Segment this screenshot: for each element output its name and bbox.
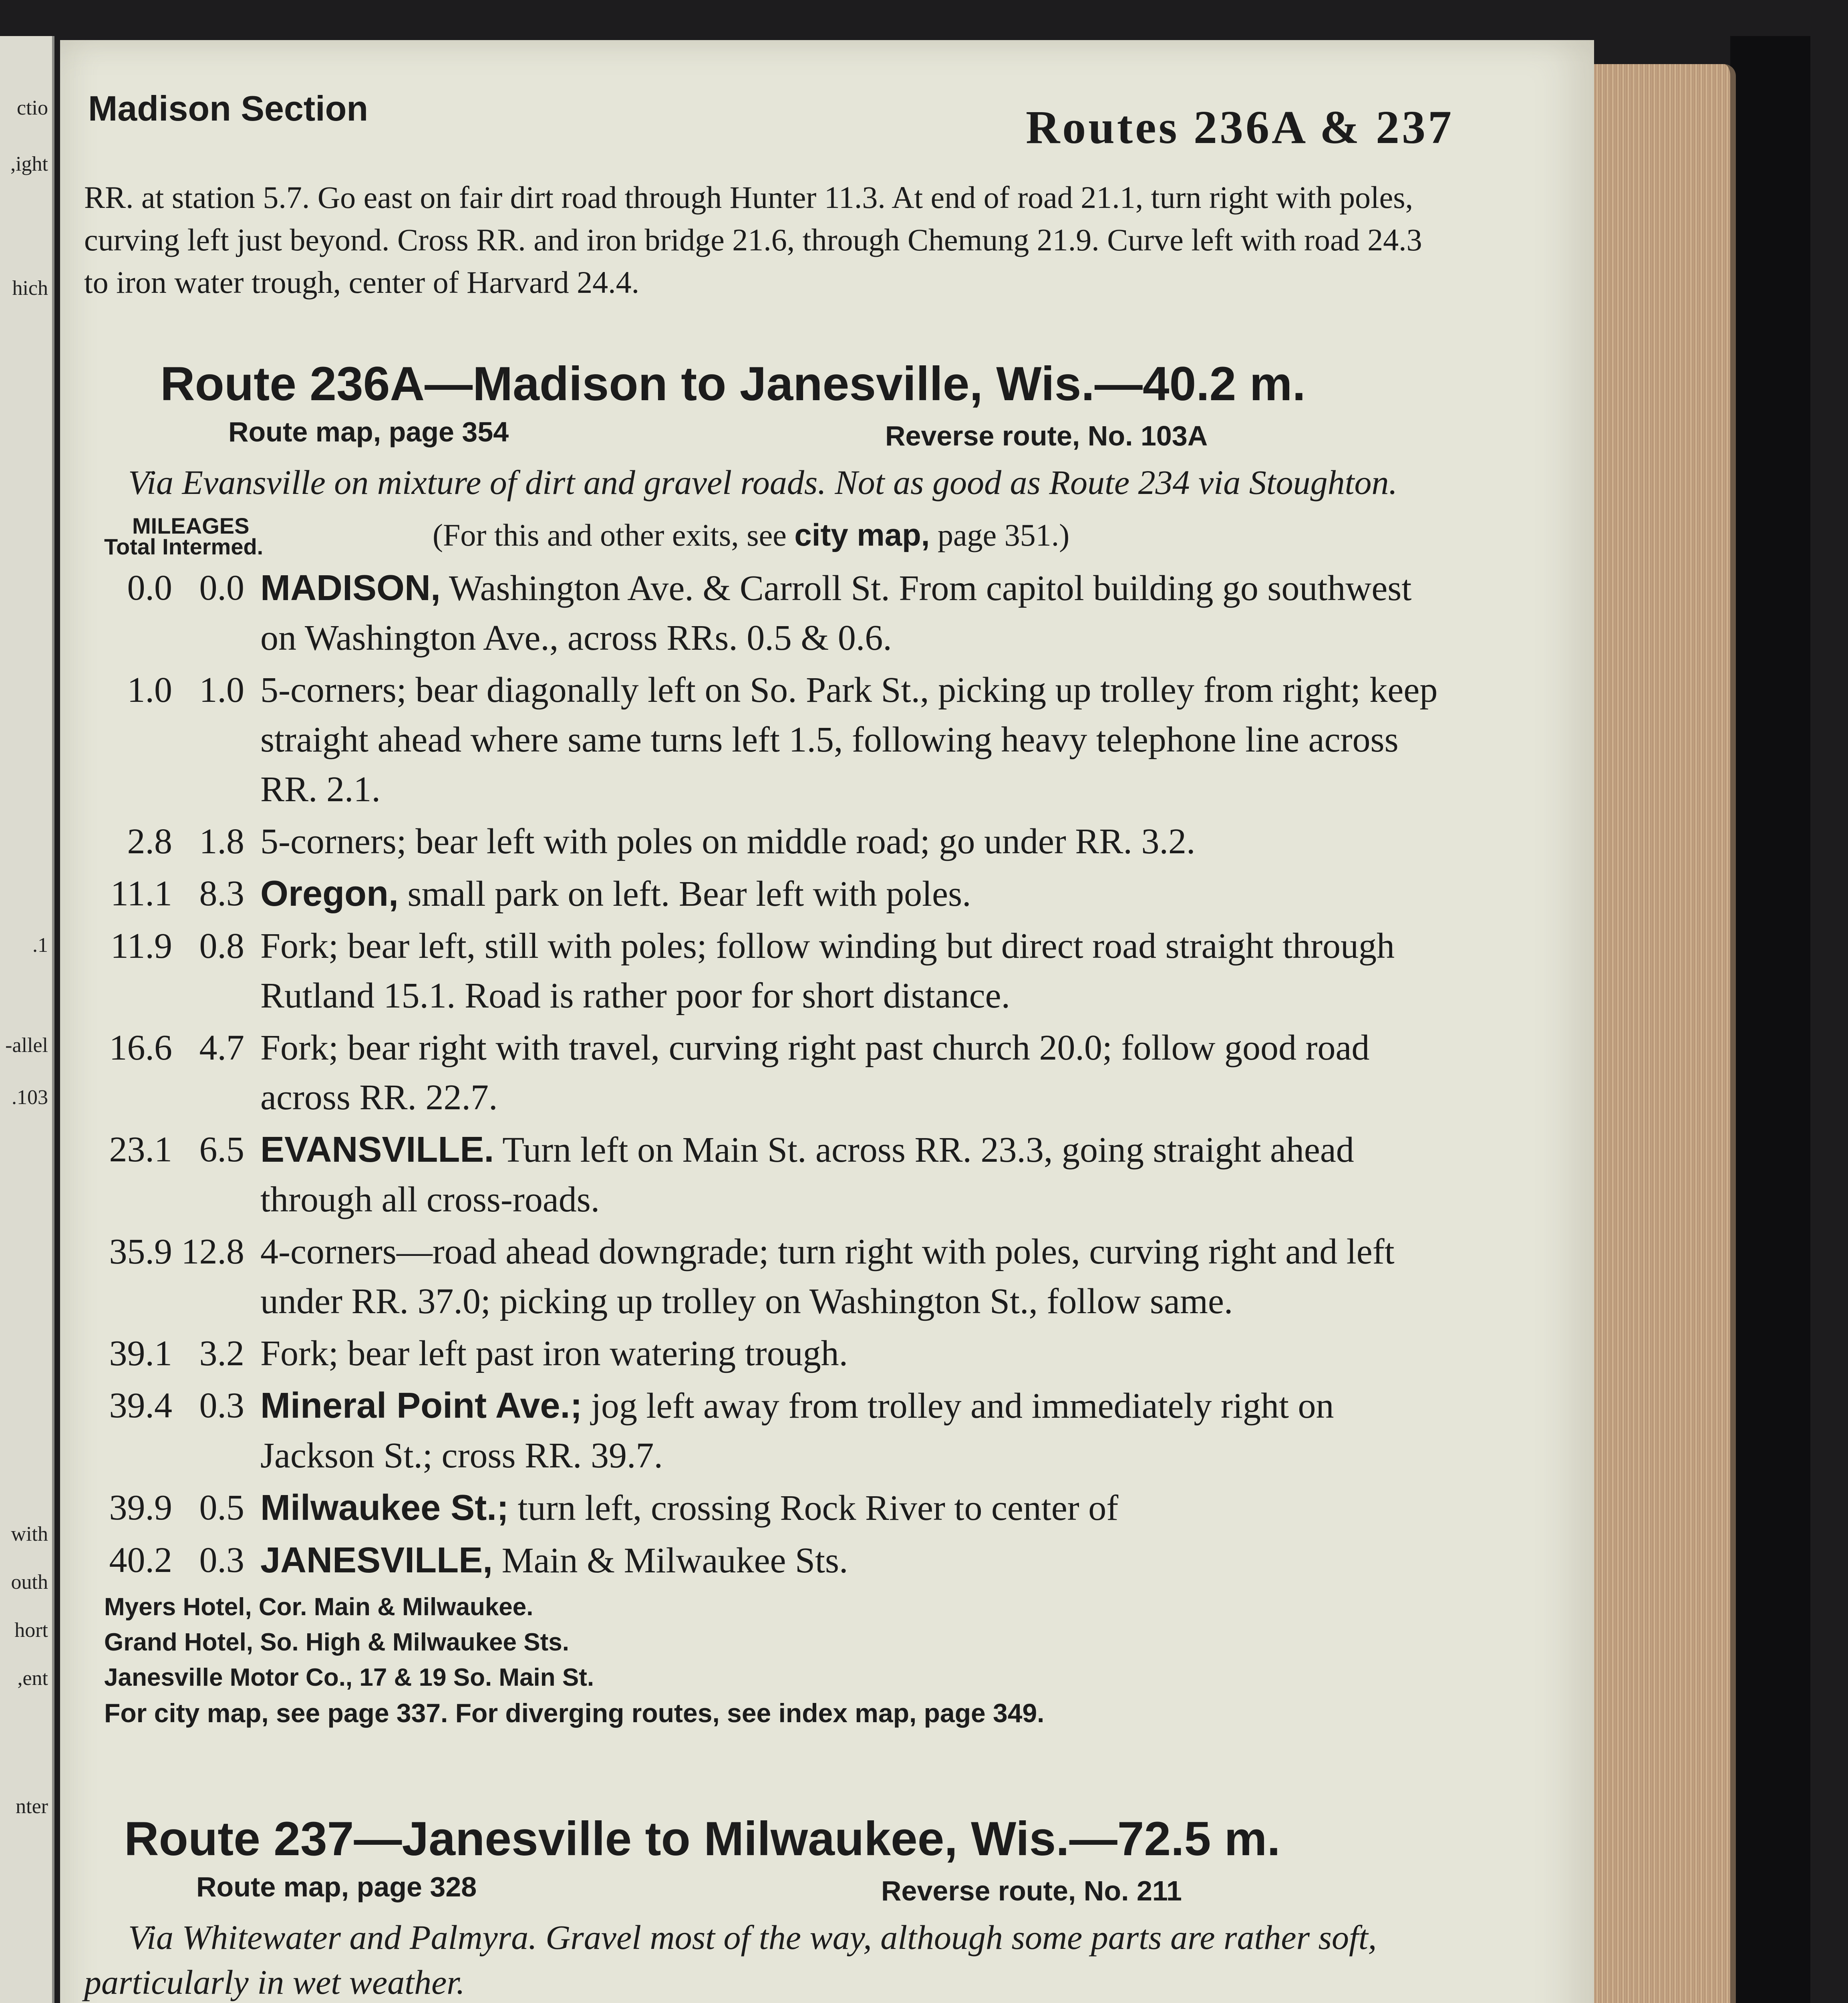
place-name: JANESVILLE, xyxy=(260,1540,493,1580)
direction-body: small park on left. Bear left with poles. xyxy=(399,874,971,914)
left-page-fragment: ent, xyxy=(17,1667,48,1690)
direction-text xyxy=(260,1227,1454,1326)
route-map-ref: Route map, page 328 xyxy=(196,1871,477,1902)
direction-text xyxy=(260,1381,1454,1481)
total-intermed-label: Total Intermed. xyxy=(104,534,264,559)
hotel-list xyxy=(104,1590,1454,1731)
direction-body: Fork; bear right with travel, curving right past church 20.0; follow good road across RR. 22.7. xyxy=(260,1028,1370,1117)
routes-heading: Routes 236A & 237 xyxy=(1026,101,1454,153)
left-page-fragment: allel- xyxy=(5,1034,48,1057)
direction-body: turn left, crossing Rock River to center of xyxy=(509,1488,1119,1528)
left-page-fragment: hich xyxy=(12,277,48,300)
direction-body: Fork; bear left, still with poles; follow winding but direct road straight through Rutland 15.1. Road is rather poor for short distance. xyxy=(260,926,1395,1016)
intermediate-mileage: 8.3 xyxy=(199,874,244,913)
place-name: EVANSVILLE. xyxy=(260,1130,494,1170)
intermediate-mileage: 3.2 xyxy=(199,1334,244,1373)
left-page-edge xyxy=(0,36,54,2003)
carryover-text: RR. at station 5.7. Go east on fair dirt road through Hunter 11.3. At end of road 21.1, turn right with poles, curving left just beyond. Cross RR. and iron bridge 21.6, through Chemung 21.9. Curve left with road 24.3 to iron water trough, center of Harvard 24.4. xyxy=(84,180,1422,300)
direction-row xyxy=(84,1125,1454,1225)
direction-body: Main & Milwaukee Sts. xyxy=(493,1541,848,1580)
route-236a-title: Route 236A—Madison to Janesville, Wis.—40.2 m. xyxy=(160,357,1306,411)
left-page-fragment: nter xyxy=(16,1795,48,1818)
direction-body: Turn left on Main St. across RR. 23.3, going straight ahead through all cross-roads. xyxy=(260,1130,1354,1219)
total-mileage: 0.0 xyxy=(127,568,172,608)
intermediate-mileage: 1.8 xyxy=(199,822,244,861)
direction-text xyxy=(260,869,1454,919)
reverse-route-ref: Reverse route, No. 103A xyxy=(885,420,1208,451)
place-name: Milwaukee St.; xyxy=(260,1488,509,1528)
route-237-maps xyxy=(84,1867,1454,1911)
page-content xyxy=(84,88,1454,2003)
hotel-entry: Myers Hotel, Cor. Main & Milwaukee. xyxy=(104,1593,533,1621)
running-header xyxy=(84,88,1454,176)
place-name: MADISON, xyxy=(260,568,441,608)
direction-text xyxy=(260,1329,1454,1378)
direction-body: 4-corners—road ahead downgrade; turn right with poles, curving right and left under RR. 37.0; picking up trolley on Washington St., follow same. xyxy=(260,1232,1395,1321)
direction-row xyxy=(84,1329,1454,1378)
route-237-title: Route 237—Janesville to Milwaukee, Wis.—72.5 m. xyxy=(124,1812,1280,1866)
direction-row xyxy=(84,1535,1454,1586)
total-mileage: 16.6 xyxy=(109,1028,172,1068)
route-237-via: Via Whitewater and Palmyra. Gravel most of the way, although some parts are rather soft, particularly in wet weather. xyxy=(84,1918,1377,2001)
exits-note: (For this and other exits, see city map, page 351.) xyxy=(433,517,1070,552)
intermediate-mileage: 0.3 xyxy=(199,1386,244,1425)
intermediate-mileage: 0.0 xyxy=(199,568,244,608)
left-page-fragment: 1. xyxy=(32,934,48,957)
mileages-label: MILEAGES xyxy=(132,513,250,538)
hotel-entry: Janesville Motor Co., 17 & 19 So. Main St. xyxy=(104,1664,594,1691)
intermediate-mileage: 0.5 xyxy=(199,1488,244,1527)
intermediate-mileage: 1.0 xyxy=(199,670,244,710)
direction-text xyxy=(260,1483,1454,1533)
direction-text xyxy=(260,563,1454,663)
place-name: Oregon, xyxy=(260,874,399,914)
left-page-fragment: outh xyxy=(11,1571,48,1594)
total-mileage: 35.9 xyxy=(109,1232,172,1272)
direction-body: 5-corners; bear left with poles on middle road; go under RR. 3.2. xyxy=(260,822,1196,861)
route-236a-via: Via Evansville on mixture of dirt and gravel roads. Not as good as Route 234 via Stoughton. xyxy=(128,463,1397,502)
reverse-route-ref: Reverse route, No. 211 xyxy=(881,1875,1182,1906)
direction-row xyxy=(84,921,1454,1021)
mileage-header xyxy=(84,513,1454,561)
direction-row xyxy=(84,1483,1454,1533)
total-mileage: 39.1 xyxy=(109,1334,172,1373)
left-page-fragment: hort xyxy=(14,1619,48,1642)
direction-body: Fork; bear left past iron watering trough. xyxy=(260,1334,848,1373)
direction-row xyxy=(84,817,1454,866)
total-mileage: 40.2 xyxy=(109,1540,172,1580)
direction-text xyxy=(260,665,1454,814)
intermediate-mileage: 6.5 xyxy=(199,1130,244,1169)
intermediate-mileage: 0.3 xyxy=(199,1540,244,1580)
direction-body: Washington Ave. & Carroll St. From capitol building go southwest on Washington Ave., across RRs. 0.5 & 0.6. xyxy=(260,568,1412,658)
total-mileage: 11.1 xyxy=(110,874,172,913)
direction-text xyxy=(260,1535,1454,1586)
direction-row xyxy=(84,1381,1454,1481)
total-mileage: 23.1 xyxy=(109,1130,172,1169)
direction-row xyxy=(84,665,1454,814)
left-page-fragment: ight, xyxy=(10,153,48,175)
intermediate-mileage: 0.8 xyxy=(199,926,244,966)
direction-body: jog left away from trolley and immediately right on Jackson St.; cross RR. 39.7. xyxy=(260,1386,1334,1475)
direction-row xyxy=(84,869,1454,919)
left-page-fragment: ctio xyxy=(17,97,48,119)
city-map-line: For city map, see page 337. For diverging routes, see index map, page 349. xyxy=(104,1698,1045,1728)
direction-text xyxy=(260,1125,1454,1225)
left-page-fragment: 103. xyxy=(12,1086,48,1109)
route-map-ref: Route map, page 354 xyxy=(228,416,509,447)
total-mileage: 11.9 xyxy=(110,926,172,966)
direction-text xyxy=(260,817,1454,866)
direction-row xyxy=(84,1227,1454,1326)
left-page-fragment: with xyxy=(11,1523,48,1546)
intermediate-mileage: 12.8 xyxy=(181,1232,244,1272)
total-mileage: 1.0 xyxy=(127,670,172,710)
direction-text xyxy=(260,1023,1454,1122)
page-edges xyxy=(1578,64,1736,2003)
book-cover xyxy=(1730,36,1810,2003)
direction-row xyxy=(84,1023,1454,1122)
total-mileage: 39.9 xyxy=(109,1488,172,1527)
direction-body: 5-corners; bear diagonally left on So. Park St., picking up trolley from right; keep straight ahead where same turns left 1.5, following heavy telephone line across RR. 2.1. xyxy=(260,670,1438,809)
route-236a-maps xyxy=(84,412,1454,456)
intermediate-mileage: 4.7 xyxy=(199,1028,244,1068)
route-236a-directions xyxy=(84,563,1454,1586)
hotel-entry: Grand Hotel, So. High & Milwaukee Sts. xyxy=(104,1628,569,1656)
direction-text xyxy=(260,921,1454,1021)
section-title: Madison Section xyxy=(88,89,368,128)
total-mileage: 2.8 xyxy=(127,822,172,861)
total-mileage: 39.4 xyxy=(109,1386,172,1425)
place-name: Mineral Point Ave.; xyxy=(260,1386,582,1426)
direction-row xyxy=(84,563,1454,663)
